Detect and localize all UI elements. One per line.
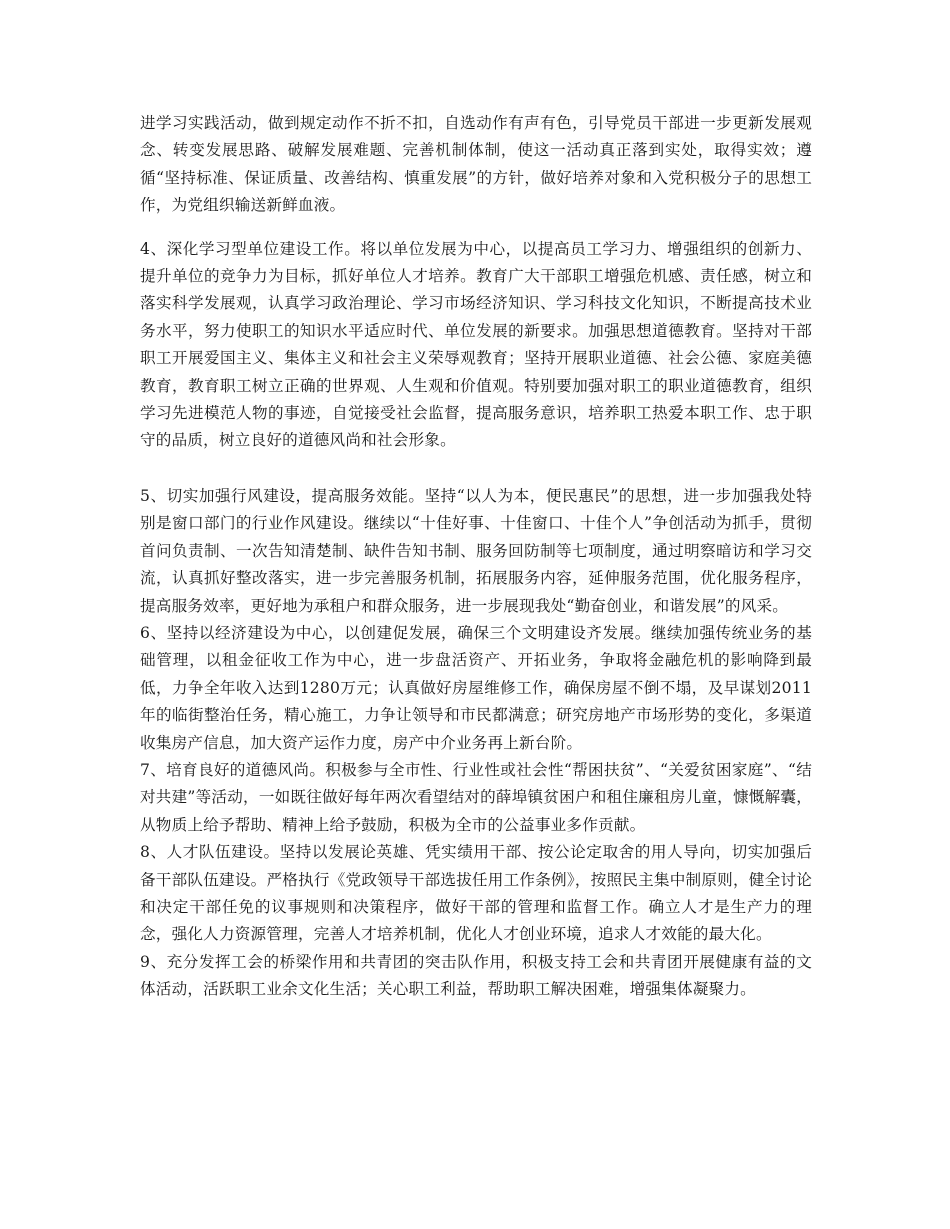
paragraph-item-6: 6、坚持以经济建设为中心，以创建促发展，确保三个文明建设齐发展。继续加强传统业务的基础管理，以租金征收工作为中心，进一步盘活资产、开拓业务，争取将金融危机的影响降到最低，力争全年收入达到1280万元；认真做好房屋维修工作，确保房屋不倒不塌，及早谋划2011年的临街整治任务，精心施工，力争让领导和市民都满意；研究房地产市场形势的变化，多渠道收集房产信息，加大资产运作力度，房产中介业务再上新台阶。 [140, 623, 812, 752]
paragraph-item-8: 8、人才队伍建设。坚持以发展论英雄、凭实绩用干部、按公论定取舍的用人导向，切实加强后备干部队伍建设。严格执行《党政领导干部选拔任用工作条例》，按照民主集中制原则，健全讨论和决定干部任免的议事规则和决策程序，做好干部的管理和监督工作。确立人才是生产力的理念，强化人力资源管理，完善人才培养机制，优化人才创业环境，追求人才效能的最大化。 [140, 843, 812, 944]
paragraph-item-5: 5、切实加强行风建设，提高服务效能。坚持“以人为本，便民惠民”的思想，进一步加强我处特别是窗口部门的行业作风建设。继续以“十佳好事、十佳窗口、十佳个人”争创活动为抓手，贯彻首问负责制、一次告知清楚制、缺件告知书制、服务回防制等七项制度，通过明察暗访和学习交流，认真抓好整改落实，进一步完善服务机制，拓展服务内容，延伸服务范围，优化服务程序，提高服务效率，更好地为承租户和群众服务，进一步展现我处“勤奋创业，和谐发展”的风采。 [140, 486, 812, 615]
paragraph-item-4: 4、深化学习型单位建设工作。将以单位发展为中心，以提高员工学习力、增强组织的创新力、提升单位的竞争力为目标，抓好单位人才培养。教育广大干部职工增强危机感、责任感，树立和落实科学发展观，认真学习政治理论、学习市场经济知识、学习科技文化知识，不断提高技术业务水平，努力使职工的知识水平适应时代、单位发展的新要求。加强思想道德教育。坚持对干部职工开展爱国主义、集体主义和社会主义荣辱观教育；坚持开展职业道德、社会公德、家庭美德教育，教育职工树立正确的世界观、人生观和价值观。特别要加强对职工的职业道德教育，组织学习先进模范人物的事迹，自觉接受社会监督，提高服务意识，培养职工热爱本职工作、忠于职守的品质，树立良好的道德风尚和社会形象。 [140, 239, 812, 450]
paragraph-item-7: 7、培育良好的道德风尚。积极参与全市性、行业性或社会性“帮困扶贫”、“关爱贫困家庭”、“结对共建”等活动，一如既往做好每年两次看望结对的薛埠镇贫困户和租住廉租房儿童，慷慨解囊，从物质上给予帮助、精神上给予鼓励，积极为全市的公益事业多作贡献。 [140, 760, 812, 834]
document-body [140, 110, 812, 1004]
paragraph-intro: 进学习实践活动，做到规定动作不折不扣，自选动作有声有色，引导党员干部进一步更新发展观念、转变发展思路、破解发展难题、完善机制体制，使这一活动真正落到实处，取得实效；遵循“坚持标准、保证质量、改善结构、慎重发展”的方针，做好培养对象和入党积极分子的思想工作，为党组织输送新鲜血液。 [140, 114, 812, 215]
paragraph-item-9: 9、充分发挥工会的桥梁作用和共青团的突击队作用，积极支持工会和共青团开展健康有益的文体活动，活跃职工业余文化生活；关心职工利益，帮助职工解决困难，增强集体凝聚力。 [140, 952, 812, 999]
